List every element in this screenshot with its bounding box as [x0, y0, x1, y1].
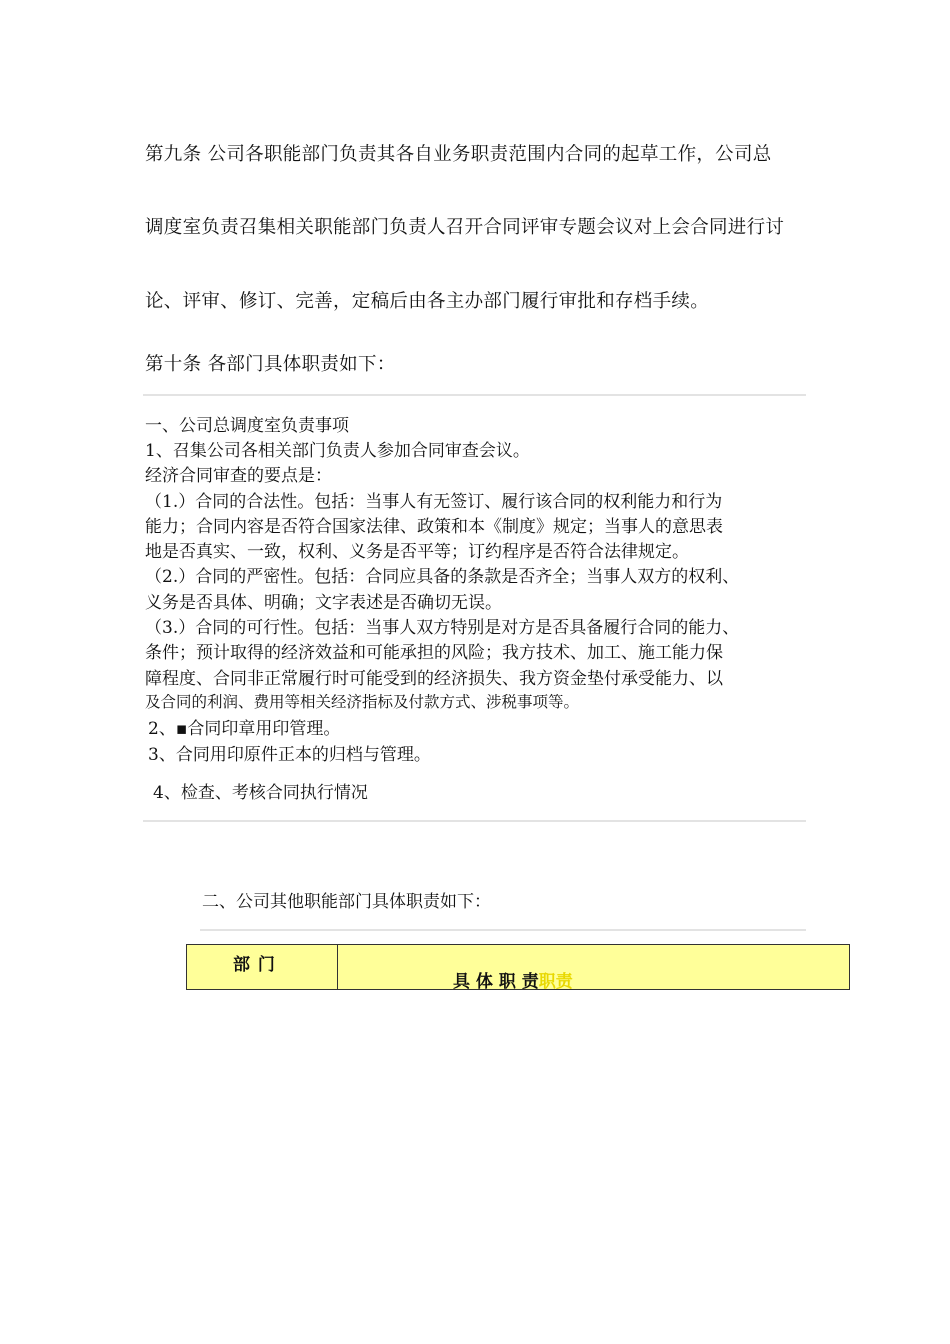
- divider: [143, 820, 806, 822]
- article9-line1: 第九条 公司各职能部门负责其各自业务职责范围内合同的起草工作，公司总: [145, 144, 772, 165]
- section1-point-line: 地是否真实、一致，权利、义务是否平等；订约程序是否符合法律规定。: [145, 542, 689, 562]
- section1-points-title: 经济合同审查的要点是：: [145, 466, 332, 486]
- section1-item2: 2、▪合同印章用印管理。: [148, 719, 341, 739]
- article9-line3: 论、评审、修订、完善，定稿后由各主办部门履行审批和存档手续。: [145, 291, 710, 312]
- article10-title: 第十条 各部门具体职责如下：: [145, 354, 396, 375]
- section1-item4: 4、检查、考核合同执行情况: [153, 783, 368, 803]
- table-header-responsibilities-label: 具 体 职 责: [453, 972, 539, 992]
- section1-point-line: 义务是否具体、明确；文字表述是否确切无误。: [145, 593, 502, 613]
- table-header-responsibilities: [453, 967, 573, 992]
- section1-point-line: 条件；预计取得的经济效益和可能承担的风险；我方技术、加工、施工能力保: [145, 643, 723, 663]
- section1-point-line: 及合同的利润、费用等相关经济指标及付款方式、涉税事项等。: [145, 693, 580, 711]
- section1-point-line: 能力；合同内容是否符合国家法律、政策和本《制度》规定；当事人的意思表: [145, 517, 723, 537]
- article9-line2: 调度室负责召集相关职能部门负责人召开合同评审专题会议对上会合同进行讨: [145, 217, 785, 238]
- section1-point-line: （1.）合同的合法性。包括：当事人有无签订、履行该合同的权利能力和行为: [145, 492, 723, 512]
- divider: [143, 394, 806, 396]
- responsibility-table-header: [186, 944, 850, 990]
- section1-point-line: （2.）合同的严密性。包括：合同应具备的条款是否齐全；当事人双方的权利、: [145, 567, 740, 587]
- section1-heading: 一、公司总调度室负责事项: [145, 416, 349, 436]
- table-header-highlight: 职责: [538, 972, 573, 992]
- section1-point-line: （3.）合同的可行性。包括：当事人双方特别是对方是否具备履行合同的能力、: [145, 618, 740, 638]
- table-column-divider: [337, 945, 338, 989]
- table-header-department: 部 门: [233, 955, 276, 975]
- section2-heading: 二、公司其他职能部门具体职责如下：: [202, 892, 491, 912]
- section1-point-line: 障程度、合同非正常履行时可能受到的经济损失、我方资金垫付承受能力、以: [145, 669, 723, 689]
- section1-item1: 1、召集公司各相关部门负责人参加合同审查会议。: [145, 441, 530, 461]
- section1-item3: 3、合同用印原件正本的归档与管理。: [148, 745, 431, 765]
- divider: [200, 929, 806, 931]
